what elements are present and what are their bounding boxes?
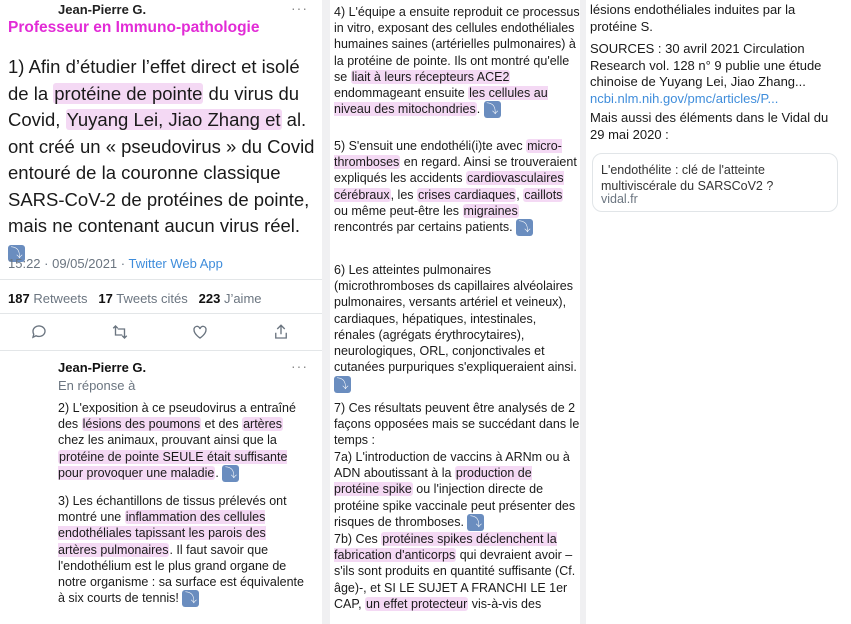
highlighted-text: Yuyang Lei, Jiao Zhang et — [66, 109, 281, 130]
link-preview-card[interactable] — [592, 153, 838, 212]
second-column — [330, 0, 580, 624]
paragraph-6: 6) Les atteintes pulmonaires (microthromboses ds capillaires alvéolaires pulmonaires, versants artériel et veineux), cardiaques, hépatiques, intestinales, rénales (agrégats érythrocytaires), neurologiques, ORL, conjonctivales et cutanées purpuriques s'expliqueraient ainsi. ⤵ — [334, 263, 577, 391]
more-options-icon[interactable]: ··· — [291, 0, 308, 16]
card-domain: vidal.fr — [601, 192, 638, 206]
tweet-stats — [8, 291, 262, 306]
closing-text: lésions endothéliales induites par la protéine S. — [590, 2, 796, 34]
reply-paragraph-3: 3) Les échantillons de tissus prélevés ont montré une inflammation des cellules endothéliales tapissant les parois des artères pulmonaires. Il faut savoir que l'endothélium est le plus grand organe de notre organisme : sa surface est équivalente à six courts de tennis! ⤵ — [58, 494, 304, 606]
arrow-down-emoji-icon: ⤵ — [8, 245, 25, 262]
tweet-source-link[interactable]: Twitter Web App — [128, 256, 223, 271]
more-options-icon[interactable]: ··· — [291, 358, 308, 374]
likes-stat[interactable]: 223 J’aime — [198, 291, 262, 306]
arrow-down-emoji-icon: ⤵ — [484, 101, 501, 118]
paragraph-7a: 7a) L'introduction de vaccins à ARNm ou à ADN aboutissant à la production de protéine spike ou l'injection directe de protéine spike vaccinale peut présenter des risques de thromboses. ⤵ — [334, 450, 576, 530]
reply-author-name[interactable]: Jean-Pierre G. — [58, 360, 147, 375]
arrow-down-emoji-icon: ⤵ — [467, 514, 484, 531]
ncbi-link[interactable]: ncbi.nlm.nih.gov/pmc/articles/P... — [590, 91, 779, 106]
paragraph-5: 5) S'ensuit une endothéli(i)te avec micro-thromboses en regard. Ainsi se trouveraient expliqués les accidents cardiovasculaires cérébraux, les crises cardiaques, caillots ou même peut-être les migraines rencontrés par certains patients. ⤵ — [334, 139, 577, 235]
divider — [0, 313, 322, 314]
quotes-stat[interactable]: 17 Tweets cités — [98, 291, 188, 306]
third-column — [586, 0, 851, 624]
tweet-text: 1) Afin d’étudier l’effet direct et isolé de la protéine de pointe du virus du Covid, Yuyang Lei, Jiao Zhang et al. ont créé un « pseudovirus » du Covid entouré de la couronne classique SARS-CoV-2 de protéines de pointe, mais ne contenant aucun virus réel. ⤵ — [8, 56, 315, 261]
paragraph-4: 4) L'équipe a ensuite reproduit ce processus in vitro, exposant des cellules endothéliales humaines saines (artérielles pulmonaires) à la protéine de pointe. Ils ont montré qu'elle se liait à leurs récepteurs ACE2 endommageant ensuite les cellules au niveau des mitochondries. ⤵ — [334, 5, 580, 117]
tweet-timestamp: 15:22 · 09/05/2021 · Twitter Web App — [8, 256, 223, 271]
tweet-author-name[interactable]: Jean-Pierre G. — [58, 2, 147, 17]
divider — [0, 350, 322, 351]
paragraph-7b: 7b) Ces protéines spikes déclenchent la fabrication d'anticorps qui devraient avoir – s'ils sont produits en quantité suffisante (Cf. âge)-, et SI LE SUJET A FRANCHI LE 1er CAP, un effet protecteur vis-à-vis des — [334, 532, 576, 611]
column-gap — [322, 0, 330, 624]
share-icon[interactable] — [272, 323, 290, 346]
overlay-title: Professeur en Immuno-pathologie — [8, 19, 260, 36]
highlighted-text: protéine de pointe — [54, 82, 203, 104]
sources-text: SOURCES : 30 avril 2021 Circulation Research vol. 128 n° 9 publie une étude chinoise de Yuyang Lei, Jiao Zhang... — [590, 41, 822, 89]
comment-icon[interactable] — [30, 323, 48, 346]
tweet-actions — [30, 323, 290, 346]
retweet-icon[interactable] — [111, 323, 129, 346]
arrow-down-emoji-icon: ⤵ — [182, 590, 199, 607]
retweets-stat[interactable]: 187 Retweets — [8, 291, 88, 306]
divider — [0, 279, 322, 280]
arrow-down-emoji-icon: ⤵ — [334, 376, 351, 393]
replying-to-label: En réponse à — [58, 378, 136, 393]
reply-paragraph-2: 2) L'exposition à ce pseudovirus a entraîné des lésions des poumons et des artères chez les animaux, prouvant ainsi que la protéine de pointe SEULE était suffisante pour provoquer une maladie. ⤵ — [58, 401, 296, 481]
arrow-down-emoji-icon: ⤵ — [222, 465, 239, 482]
paragraph-7: 7) Ces résultats peuvent être analysés de 2 façons opposées mais se succédant dans le temps : — [334, 401, 580, 448]
arrow-down-emoji-icon: ⤵ — [516, 219, 533, 236]
like-icon[interactable] — [191, 323, 209, 346]
first-tweet-column — [0, 0, 322, 624]
vidal-intro-text: Mais aussi des éléments dans le Vidal du 29 mai 2020 : — [590, 110, 829, 142]
card-title: L'endothélite : clé de l'atteinte multiviscérale du SARSCoV2 ? — [601, 163, 774, 193]
